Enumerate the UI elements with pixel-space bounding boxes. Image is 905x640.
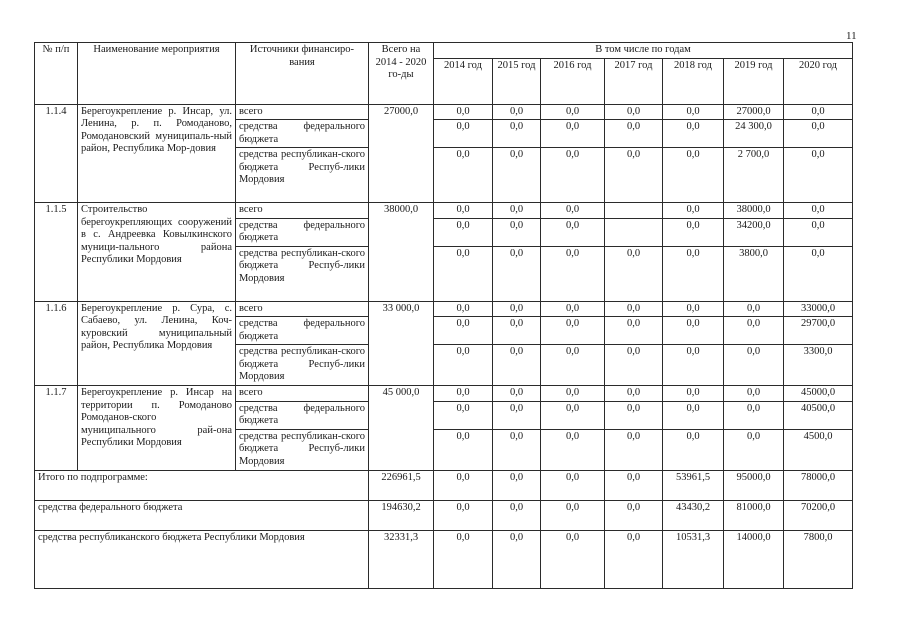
year-value: 0,0 <box>724 401 784 429</box>
year-value: 0,0 <box>434 345 493 386</box>
year-value: 0,0 <box>605 148 663 203</box>
year-value <box>605 203 663 219</box>
year-value: 0,0 <box>541 120 605 148</box>
year-value: 0,0 <box>663 246 724 301</box>
year-value: 0,0 <box>663 429 724 470</box>
row-number: 1.1.5 <box>35 203 78 302</box>
year-value: 0,0 <box>541 218 605 246</box>
year-value: 0,0 <box>434 301 493 317</box>
table-totals <box>35 470 853 588</box>
table-header <box>35 43 853 105</box>
year-value: 0,0 <box>493 104 541 120</box>
year-value: 0,0 <box>493 429 541 470</box>
year-value: 0,0 <box>493 218 541 246</box>
totals-sum: 226961,5 <box>369 470 434 500</box>
totals-row <box>35 500 853 530</box>
funding-source: всего <box>236 301 369 317</box>
year-value: 0,0 <box>493 203 541 219</box>
year-value: 0,0 <box>434 386 493 402</box>
funding-source: средства федерального бюджета <box>236 218 369 246</box>
year-value: 0,0 <box>493 345 541 386</box>
year-value: 3300,0 <box>784 345 853 386</box>
header-year: 2018 год <box>663 58 724 104</box>
totals-year-value: 0,0 <box>605 530 663 588</box>
totals-year-value: 53961,5 <box>663 470 724 500</box>
page-number: 11 <box>846 30 857 42</box>
year-value: 0,0 <box>541 203 605 219</box>
year-value: 0,0 <box>605 104 663 120</box>
totals-year-value: 0,0 <box>541 470 605 500</box>
totals-year-value: 14000,0 <box>724 530 784 588</box>
year-value: 0,0 <box>784 148 853 203</box>
year-value: 0,0 <box>434 218 493 246</box>
year-value: 0,0 <box>541 104 605 120</box>
measure-name: Берегоукрепление р. Инсар на территории п. Ромоданово Ромоданов-ского муниципального рай-она Республики Мордовия <box>78 386 236 471</box>
year-value: 0,0 <box>541 345 605 386</box>
measure-name: Берегоукрепление р. Инсар, ул. Ленина, р. п. Ромоданово, Ромодановский муниципаль-ный район, Республика Мор-довия <box>78 104 236 203</box>
funding-source: средства федерального бюджета <box>236 120 369 148</box>
header-num: № п/п <box>35 43 78 105</box>
year-value: 0,0 <box>605 120 663 148</box>
year-value: 24 300,0 <box>724 120 784 148</box>
totals-year-value: 0,0 <box>434 500 493 530</box>
year-value: 0,0 <box>605 301 663 317</box>
year-value: 0,0 <box>541 401 605 429</box>
year-value: 0,0 <box>493 246 541 301</box>
year-value: 0,0 <box>663 317 724 345</box>
funding-source: средства республикан-ского бюджета Респуб-лики Мордовия <box>236 148 369 203</box>
year-value: 0,0 <box>784 104 853 120</box>
measure-name: Строительство берегоукрепляющих сооружений в с. Андреевка Ковылкинского муници-пального района Республики Мордовия <box>78 203 236 302</box>
totals-sum: 194630,2 <box>369 500 434 530</box>
year-value: 0,0 <box>493 148 541 203</box>
year-value: 0,0 <box>663 203 724 219</box>
year-value: 0,0 <box>493 401 541 429</box>
year-value: 0,0 <box>541 317 605 345</box>
totals-row <box>35 470 853 500</box>
year-value: 0,0 <box>493 386 541 402</box>
totals-year-value: 0,0 <box>605 500 663 530</box>
measure-total: 45 000,0 <box>369 386 434 471</box>
table-row <box>35 104 853 120</box>
year-value: 0,0 <box>434 246 493 301</box>
year-value: 0,0 <box>663 218 724 246</box>
year-value: 29700,0 <box>784 317 853 345</box>
year-value: 0,0 <box>434 203 493 219</box>
year-value: 0,0 <box>434 317 493 345</box>
funding-source: всего <box>236 386 369 402</box>
year-value: 0,0 <box>724 301 784 317</box>
year-value: 0,0 <box>493 317 541 345</box>
totals-year-value: 70200,0 <box>784 500 853 530</box>
year-value: 3800,0 <box>724 246 784 301</box>
year-value: 33000,0 <box>784 301 853 317</box>
funding-source: всего <box>236 104 369 120</box>
year-value: 0,0 <box>784 203 853 219</box>
budget-table <box>34 42 853 589</box>
year-value: 0,0 <box>784 218 853 246</box>
year-value: 0,0 <box>724 386 784 402</box>
table-row <box>35 301 853 317</box>
totals-year-value: 7800,0 <box>784 530 853 588</box>
year-value: 0,0 <box>605 246 663 301</box>
year-value: 0,0 <box>541 301 605 317</box>
year-value: 2 700,0 <box>724 148 784 203</box>
totals-year-value: 0,0 <box>434 470 493 500</box>
year-value: 0,0 <box>493 120 541 148</box>
totals-year-value: 10531,3 <box>663 530 724 588</box>
year-value: 0,0 <box>434 104 493 120</box>
year-value: 0,0 <box>541 429 605 470</box>
totals-row <box>35 530 853 588</box>
year-value: 0,0 <box>605 401 663 429</box>
totals-year-value: 0,0 <box>493 470 541 500</box>
funding-source: средства федерального бюджета <box>236 401 369 429</box>
funding-source: всего <box>236 203 369 219</box>
year-value: 0,0 <box>541 148 605 203</box>
year-value: 0,0 <box>541 386 605 402</box>
header-year: 2015 год <box>493 58 541 104</box>
header-years-group: В том числе по годам <box>434 43 853 59</box>
year-value: 0,0 <box>663 104 724 120</box>
totals-label: Итого по подпрограмме: <box>35 470 369 500</box>
year-value: 0,0 <box>663 345 724 386</box>
year-value: 0,0 <box>784 246 853 301</box>
header-name: Наименование мероприятия <box>78 43 236 105</box>
table-row <box>35 386 853 402</box>
year-value: 0,0 <box>605 429 663 470</box>
funding-source: средства республикан-ского бюджета Респуб-лики Мордовия <box>236 246 369 301</box>
totals-year-value: 95000,0 <box>724 470 784 500</box>
year-value: 0,0 <box>663 148 724 203</box>
funding-source: средства республикан-ского бюджета Респуб-лики Мордовия <box>236 345 369 386</box>
year-value: 4500,0 <box>784 429 853 470</box>
table-body <box>35 104 853 470</box>
measure-total: 27000,0 <box>369 104 434 203</box>
header-year: 2016 год <box>541 58 605 104</box>
year-value: 0,0 <box>434 148 493 203</box>
year-value: 0,0 <box>434 120 493 148</box>
year-value: 0,0 <box>784 120 853 148</box>
year-value: 0,0 <box>724 345 784 386</box>
totals-year-value: 0,0 <box>493 530 541 588</box>
year-value: 0,0 <box>663 120 724 148</box>
year-value: 0,0 <box>605 345 663 386</box>
year-value: 0,0 <box>605 386 663 402</box>
year-value: 40500,0 <box>784 401 853 429</box>
table-row <box>35 203 853 219</box>
row-number: 1.1.6 <box>35 301 78 386</box>
measure-name: Берегоукрепление р. Сура, с. Сабаево, ул. Ленина, Коч-куровский муниципальный район, Республика Мордовия <box>78 301 236 386</box>
totals-label: средства республиканского бюджета Республики Мордовия <box>35 530 369 588</box>
totals-year-value: 0,0 <box>605 470 663 500</box>
row-number: 1.1.4 <box>35 104 78 203</box>
funding-source: средства федерального бюджета <box>236 317 369 345</box>
totals-year-value: 81000,0 <box>724 500 784 530</box>
measure-total: 38000,0 <box>369 203 434 302</box>
totals-year-value: 0,0 <box>541 500 605 530</box>
year-value: 38000,0 <box>724 203 784 219</box>
year-value: 27000,0 <box>724 104 784 120</box>
funding-source: средства республикан-ского бюджета Респуб-лики Мордовия <box>236 429 369 470</box>
totals-year-value: 43430,2 <box>663 500 724 530</box>
totals-year-value: 78000,0 <box>784 470 853 500</box>
row-number: 1.1.7 <box>35 386 78 471</box>
header-year: 2019 год <box>724 58 784 104</box>
year-value: 0,0 <box>434 401 493 429</box>
header-year: 2020 год <box>784 58 853 104</box>
year-value: 0,0 <box>663 301 724 317</box>
year-value: 0,0 <box>434 429 493 470</box>
year-value: 0,0 <box>663 401 724 429</box>
totals-year-value: 0,0 <box>493 500 541 530</box>
year-value <box>605 218 663 246</box>
totals-year-value: 0,0 <box>541 530 605 588</box>
year-value: 0,0 <box>663 386 724 402</box>
header-source: Источники финансиро-вания <box>236 43 369 105</box>
year-value: 0,0 <box>493 301 541 317</box>
header-year: 2017 год <box>605 58 663 104</box>
totals-sum: 32331,3 <box>369 530 434 588</box>
totals-label: средства федерального бюджета <box>35 500 369 530</box>
year-value: 0,0 <box>724 429 784 470</box>
header-total: Всего на 2014 - 2020 го-ды <box>369 43 434 105</box>
header-year: 2014 год <box>434 58 493 104</box>
year-value: 45000,0 <box>784 386 853 402</box>
year-value: 34200,0 <box>724 218 784 246</box>
totals-year-value: 0,0 <box>434 530 493 588</box>
measure-total: 33 000,0 <box>369 301 434 386</box>
year-value: 0,0 <box>541 246 605 301</box>
year-value: 0,0 <box>724 317 784 345</box>
year-value: 0,0 <box>605 317 663 345</box>
